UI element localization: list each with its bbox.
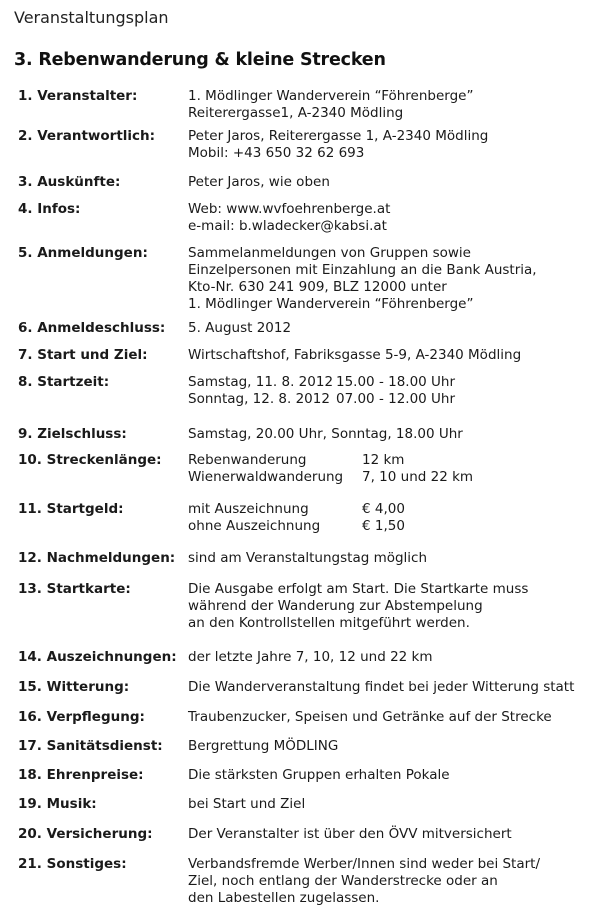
item-value-line: Samstag, 20.00 Uhr, Sonntag, 18.00 Uhr	[188, 426, 463, 442]
item-value-line: Wirtschaftshof, Fabriksgasse 5-9, A-2340 Mödling	[188, 347, 522, 363]
item-label: 7. Start und Ziel:	[18, 347, 148, 363]
item-label: 10. Streckenlänge:	[18, 452, 162, 468]
item-label: 5. Anmeldungen:	[18, 245, 148, 261]
document-header: Veranstaltungsplan	[14, 8, 169, 27]
item-value	[188, 581, 528, 632]
item-value-line: Der Veranstalter ist über den ÖVV mitversichert	[188, 826, 512, 842]
item-value-line: 12 km	[362, 452, 405, 468]
item-value-line: an den Kontrollstellen mitgeführt werden.	[188, 615, 470, 631]
item-value	[188, 320, 291, 337]
item-value-line: Mobil: +43 650 32 62 693	[188, 145, 365, 161]
item-value	[188, 174, 330, 191]
item-label: 12. Nachmeldungen:	[18, 550, 176, 566]
item-value	[188, 347, 521, 364]
item-value-line: 15.00 - 18.00 Uhr	[336, 374, 456, 390]
item-value-line: Verbandsfremde Werber/Innen sind weder bei Start/	[188, 856, 541, 872]
item-label: 3. Auskünfte:	[18, 174, 121, 190]
item-value	[188, 550, 427, 567]
item-value-line: 1. Mödlinger Wanderverein “Föhrenberge”	[188, 296, 474, 312]
item-value-column-1	[188, 452, 343, 486]
item-value-line: Traubenzucker, Speisen und Getränke auf der Strecke	[188, 709, 552, 725]
item-label: 2. Verantwortlich:	[18, 128, 156, 144]
item-value	[188, 826, 512, 843]
item-value-line: Peter Jaros, Reiterergasse 1, A-2340 Mödling	[188, 128, 489, 144]
item-value	[188, 128, 488, 162]
item-value-line: Die Wanderveranstaltung findet bei jeder Witterung statt	[188, 679, 575, 695]
item-value-line: Die stärksten Gruppen erhalten Pokale	[188, 767, 450, 783]
item-value-line: bei Start und Ziel	[188, 796, 306, 812]
item-label: 6. Anmeldeschluss:	[18, 320, 166, 336]
item-value	[188, 856, 540, 907]
item-value-line: 07.00 - 12.00 Uhr	[336, 391, 456, 407]
item-value	[188, 649, 433, 666]
item-value-line: Samstag, 11. 8. 2012	[188, 374, 334, 390]
item-label: 8. Startzeit:	[18, 374, 110, 390]
item-value-line: Web: www.wvfoehrenberge.at	[188, 201, 391, 217]
item-label: 15. Witterung:	[18, 679, 130, 695]
item-label: 20. Versicherung:	[18, 826, 153, 842]
item-label: 11. Startgeld:	[18, 501, 124, 517]
item-value-line: Sonntag, 12. 8. 2012	[188, 391, 330, 407]
item-value	[188, 796, 305, 813]
item-label: 1. Veranstalter:	[18, 88, 138, 104]
item-value	[188, 709, 552, 726]
item-value	[188, 767, 450, 784]
item-value-column-1	[188, 501, 320, 535]
item-value-line: den Labestellen zugelassen.	[188, 890, 380, 906]
item-value-line: Kto-Nr. 630 241 909, BLZ 12000 unter	[188, 279, 447, 295]
item-value-column-2	[362, 452, 473, 486]
item-value	[188, 679, 574, 696]
item-label: 17. Sanitätsdienst:	[18, 738, 163, 754]
item-value-line: Die Ausgabe erfolgt am Start. Die Startkarte muss	[188, 581, 529, 597]
item-value-line: Reiterergasse1, A-2340 Mödling	[188, 105, 404, 121]
item-value-line: Einzelpersonen mit Einzahlung an die Bank Austria,	[188, 262, 537, 278]
item-value-line: Bergrettung MÖDLING	[188, 738, 339, 754]
item-value-line: während der Wanderung zur Abstempelung	[188, 598, 483, 614]
item-value-line: sind am Veranstaltungstag möglich	[188, 550, 428, 566]
item-label: 9. Zielschluss:	[18, 426, 127, 442]
item-value-line: € 4,00	[362, 501, 405, 517]
item-label: 18. Ehrenpreise:	[18, 767, 144, 783]
item-value	[188, 245, 537, 313]
item-value-line: Sammelanmeldungen von Gruppen sowie	[188, 245, 471, 261]
item-value-line: € 1,50	[362, 518, 405, 534]
item-value-line: mit Auszeichnung	[188, 501, 309, 517]
item-value	[188, 738, 338, 755]
item-value-line: 1. Mödlinger Wanderverein “Föhrenberge”	[188, 88, 474, 104]
item-label: 4. Infos:	[18, 201, 81, 217]
item-label: 19. Musik:	[18, 796, 97, 812]
item-label: 13. Startkarte:	[18, 581, 131, 597]
item-value-line: Peter Jaros, wie oben	[188, 174, 330, 190]
item-value-line: 7, 10 und 22 km	[362, 469, 474, 485]
item-value-column-2	[362, 501, 405, 535]
item-value-line: der letzte Jahre 7, 10, 12 und 22 km	[188, 649, 433, 665]
item-value-column-2	[336, 374, 455, 408]
item-value-line: 5. August 2012	[188, 320, 292, 336]
item-value	[188, 426, 463, 443]
item-label: 14. Auszeichnungen:	[18, 649, 177, 665]
item-value-line: Ziel, noch entlang der Wanderstrecke oder an	[188, 873, 498, 889]
item-label: 21. Sonstiges:	[18, 856, 127, 872]
item-label: 16. Verpflegung:	[18, 709, 145, 725]
item-value-line: Rebenwanderung	[188, 452, 307, 468]
section-title: 3. Rebenwanderung & kleine Strecken	[14, 50, 386, 70]
item-value-line: e-mail: b.wladecker@kabsi.at	[188, 218, 387, 234]
item-value	[188, 201, 390, 235]
item-value-line: ohne Auszeichnung	[188, 518, 321, 534]
item-value	[188, 88, 473, 122]
item-value-line: Wienerwaldwanderung	[188, 469, 344, 485]
item-value-column-1	[188, 374, 333, 408]
